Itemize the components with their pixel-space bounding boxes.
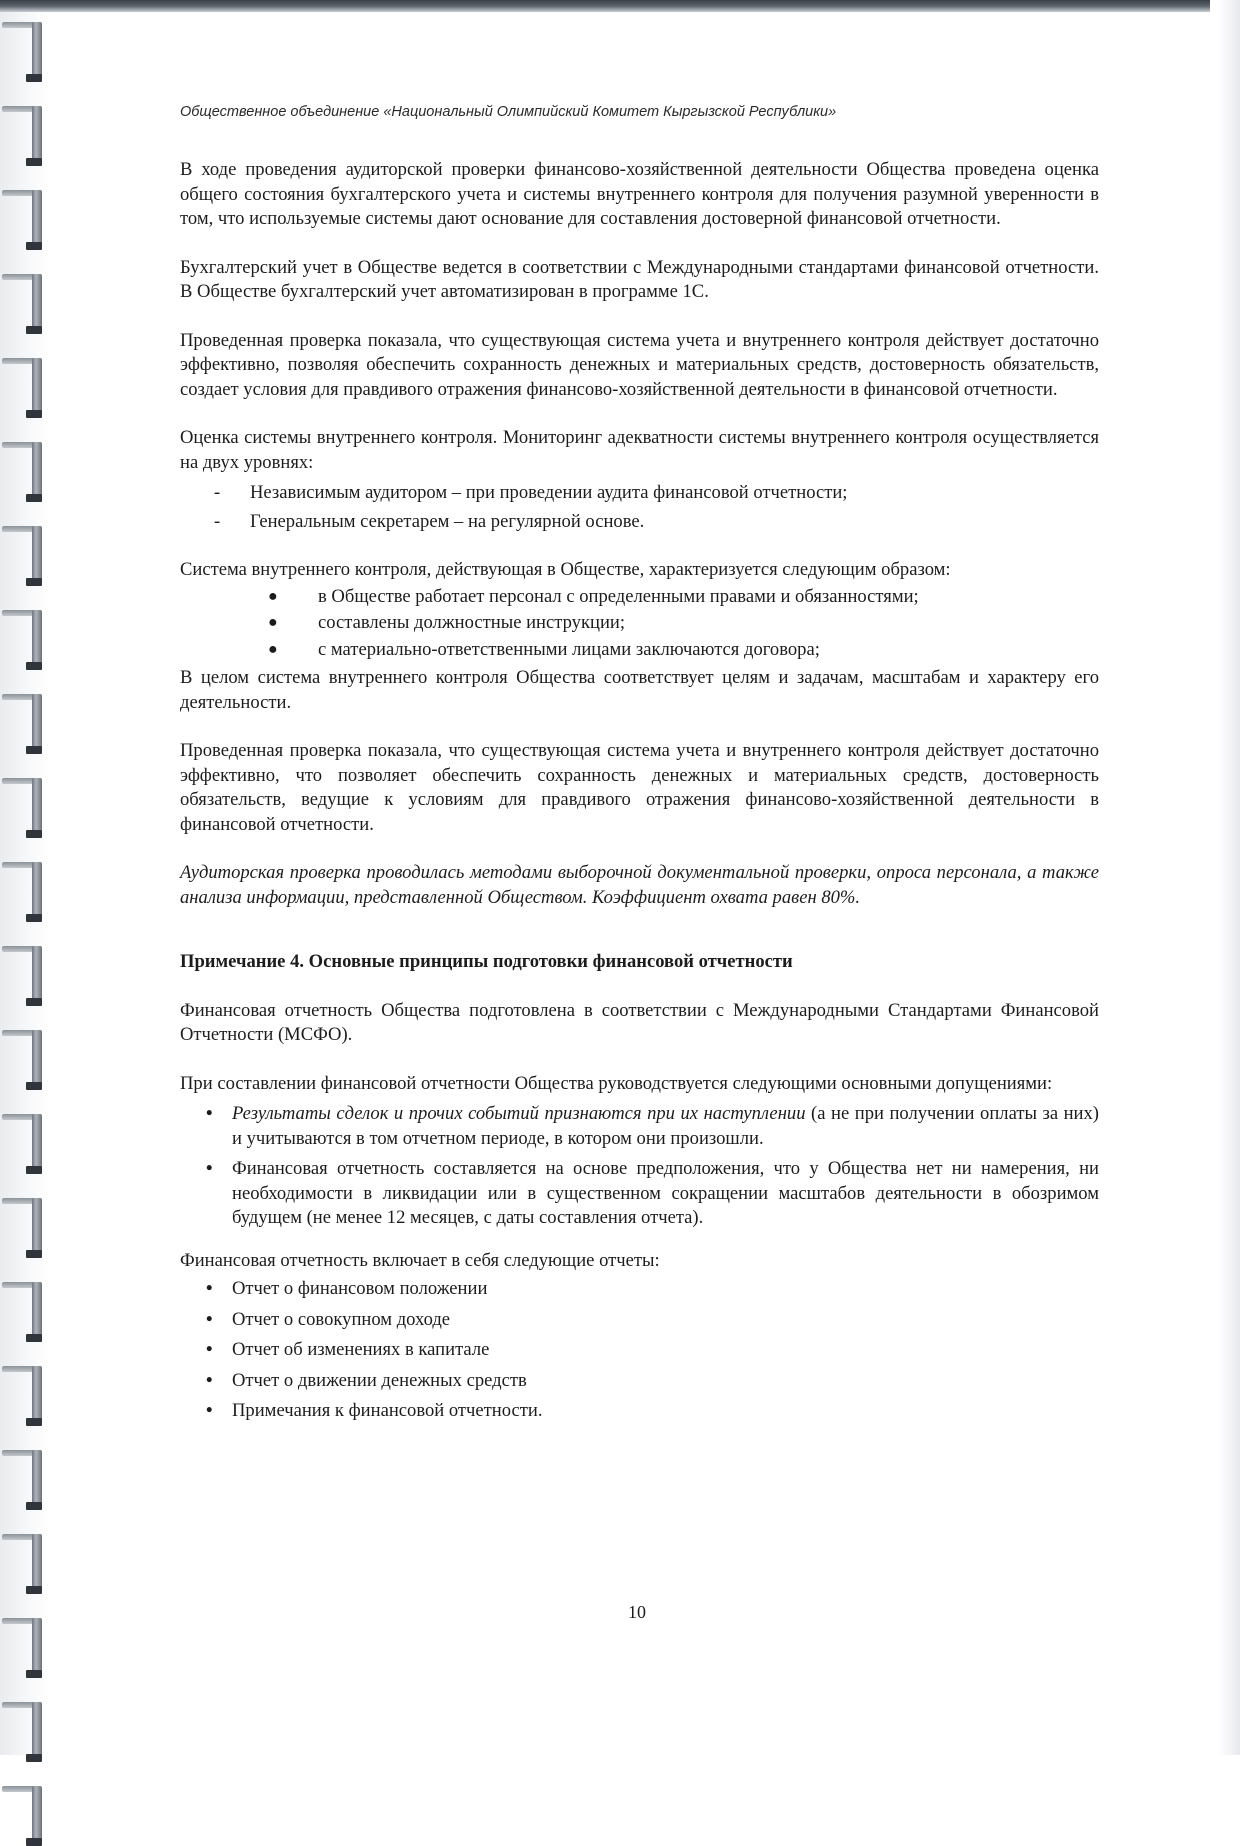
reports-list bbox=[180, 1277, 1099, 1424]
list-item: ● составлены должностные инструкции; bbox=[180, 611, 1099, 636]
list-item: • Отчет о совокупном доходе bbox=[180, 1308, 1099, 1333]
binding-ring bbox=[2, 526, 42, 586]
binding-ring bbox=[2, 778, 42, 838]
list-item: ● с материально-ответственными лицами заключаются договора; bbox=[180, 638, 1099, 663]
bullet-marker: ● bbox=[268, 640, 278, 658]
levels-list bbox=[180, 481, 1099, 534]
binding-ring bbox=[2, 190, 42, 250]
list-item: • Результаты сделок и прочих событий признаются при их наступлении (а не при получении оплаты за них) и учитываются в том отчетном периоде, в котором они произошли. bbox=[206, 1103, 1099, 1149]
binding-ring bbox=[2, 1450, 42, 1510]
paragraph-audit-scope: В ходе проведения аудиторской проверки финансово-хозяйственной деятельности Общества проведена оценка общего состояния бухгалтерского учета и системы внутреннего контроля для получения разумной уверенности в том, что используемые системы дают основание для составления достоверной финансовой отчетности. bbox=[180, 159, 1099, 229]
paragraph-control-levels: Оценка системы внутреннего контроля. Мониторинг адекватности системы внутреннего контроля осуществляется на двух уровнях: bbox=[180, 427, 1099, 473]
list-item: • Отчет о движении денежных средств bbox=[180, 1369, 1099, 1394]
list-item: • Отчет о финансовом положении bbox=[180, 1277, 1099, 1302]
dash-marker: - bbox=[214, 510, 221, 532]
page-number: 10 bbox=[628, 1602, 646, 1622]
paragraph-ifrs: Финансовая отчетность Общества подготовлена в соответствии с Международными Стандартами Финансовой Отчетности (МСФО). bbox=[180, 999, 1099, 1045]
scan-right-edge bbox=[1218, 0, 1240, 1755]
binding-ring bbox=[2, 358, 42, 418]
binding-ring bbox=[2, 1366, 42, 1426]
binding-ring bbox=[2, 1786, 42, 1846]
binding-ring bbox=[2, 1702, 42, 1762]
binding-ring bbox=[2, 442, 42, 502]
assumptions-list bbox=[180, 1102, 1099, 1231]
list-item: ● в Обществе работает персонал с определенными правами и обязанностями; bbox=[180, 585, 1099, 610]
list-item: • Финансовая отчетность составляется на основе предположения, что у Общества нет ни намерения, ни необходимости в ликвидации или в существенном сокращении масштабов деятельности в обозримом будущем (не менее 12 месяцев, с даты составления отчета). bbox=[206, 1158, 1099, 1228]
paragraph-overall: В целом система внутреннего контроля Общества соответствует целям и задачам, масштабам и характеру его деятельности. bbox=[180, 667, 1099, 713]
paragraph-accounting: Бухгалтерский учет в Обществе ведется в соответствии с Международными стандартами финансовой отчетности. В Обществе бухгалтерский учет автоматизирован в программе 1С. bbox=[180, 256, 1099, 302]
bullet-marker: ● bbox=[268, 614, 278, 631]
dot-marker: • bbox=[206, 1308, 213, 1330]
paragraph-check-result-2: Проведенная проверка показала, что существующая система учета и внутреннего контроля действует достаточно эффективно, что позволяет обеспечить сохранность денежных и материальных средств, достоверность обязательств, ведущие к условиям для правдивого отражения финансово-хозяйственной деятельности в финансовой отчетности. bbox=[180, 740, 1099, 835]
binding-ring bbox=[2, 1030, 42, 1090]
binding-ring bbox=[2, 862, 42, 922]
dot-marker: • bbox=[206, 1278, 213, 1299]
document-page bbox=[180, 104, 1099, 1430]
dot-marker: • bbox=[206, 1158, 213, 1179]
dot-marker: • bbox=[206, 1400, 213, 1421]
paragraph-assumptions: При составлении финансовой отчетности Общества руководствуется следующими основными допущениями: bbox=[180, 1072, 1053, 1094]
characteristics-list bbox=[180, 585, 1099, 663]
list-item: - Генеральным секретарем – на регулярной основе. bbox=[180, 510, 1099, 535]
list-item: - Независимым аудитором – при проведении аудита финансовой отчетности; bbox=[180, 481, 1099, 506]
list-item: • Примечания к финансовой отчетности. bbox=[180, 1399, 1099, 1424]
list-item: • Отчет об изменениях в капитале bbox=[180, 1338, 1099, 1363]
binding-ring bbox=[2, 1534, 42, 1594]
binding-ring bbox=[2, 106, 42, 166]
binding-ring bbox=[2, 22, 42, 82]
paragraph-methods: Аудиторская проверка проводилась методами выборочной документальной проверки, опроса персонала, а также анализа информации, представленной Обществом. Коэффициент охвата равен 80%. bbox=[180, 862, 1099, 908]
dot-marker: • bbox=[206, 1339, 213, 1360]
binding-ring bbox=[2, 1114, 42, 1174]
binding-ring bbox=[2, 694, 42, 754]
paragraph-check-result: Проведенная проверка показала, что существующая система учета и внутреннего контроля действует достаточно эффективно, позволяя обеспечить сохранность денежных и материальных средств, достоверность обязательств, создает условия для правдивого отражения финансово-хозяйственной деятельности в финансовой отчетности. bbox=[180, 329, 1099, 400]
binding-ring bbox=[2, 1618, 42, 1678]
binding-ring bbox=[2, 274, 42, 334]
binding-ring bbox=[2, 610, 42, 670]
spiral-binding bbox=[0, 12, 48, 1755]
section-heading: Примечание 4. Основные принципы подготовки финансовой отчетности bbox=[180, 951, 793, 972]
scan-top-edge bbox=[0, 0, 1210, 12]
binding-ring bbox=[2, 1282, 42, 1342]
binding-ring bbox=[2, 1198, 42, 1258]
dot-marker: • bbox=[206, 1103, 213, 1124]
paragraph-reports: Финансовая отчетность включает в себя следующие отчеты: bbox=[180, 1249, 660, 1271]
bullet-marker: ● bbox=[268, 587, 278, 605]
dot-marker: • bbox=[206, 1369, 213, 1391]
running-header: Общественное объединение «Национальный Олимпийский Комитет Кыргызской Республики» bbox=[180, 104, 837, 120]
binding-ring bbox=[2, 946, 42, 1006]
dash-marker: - bbox=[214, 482, 221, 503]
paragraph-control-system: Система внутреннего контроля, действующая в Обществе, характеризуется следующим образом: bbox=[180, 559, 951, 580]
